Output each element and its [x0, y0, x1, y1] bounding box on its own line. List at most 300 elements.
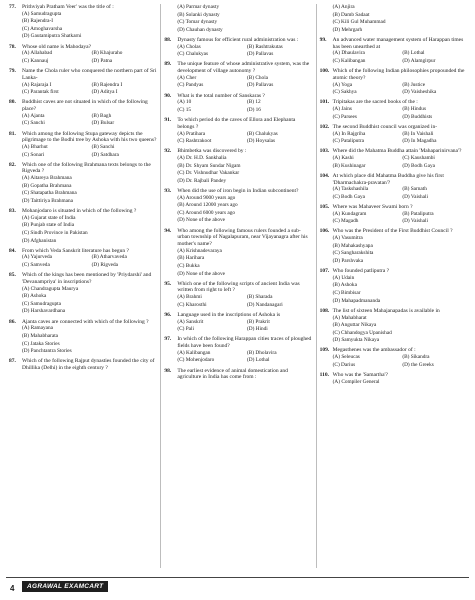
question-number: 80.: [9, 99, 16, 106]
answer-option: (B) Atharvaveda: [91, 254, 127, 261]
question: [9, 68, 157, 97]
question-text: An advanced water management system of Harappan times has been unearthed at: [332, 36, 464, 50]
answer-option: (D) 16: [246, 106, 261, 113]
question-text: Which of the kings has been mentioned by 'Priydarshi' and 'Devanampriya' in inscriptions?: [22, 272, 152, 285]
question-stem: [164, 368, 312, 381]
answer-option: (C) Samudragupta: [22, 300, 61, 307]
answer-option: (A) Kundagram: [332, 210, 367, 217]
question-text: Name the Chola ruler who conquered the northern part of Sri Lanka-: [22, 68, 157, 81]
answer-options: [9, 113, 157, 128]
answer-option: (B) Lothal: [402, 50, 425, 57]
answer-option: (C) Jataka Stories: [22, 340, 60, 347]
question-number: 79.: [9, 68, 16, 75]
answer-option: (D) Patna: [91, 57, 113, 64]
question-stem: [320, 173, 468, 186]
answer-option: (A) Cher: [177, 74, 197, 81]
question: [320, 37, 468, 66]
answer-option: (C) Parantak first: [22, 89, 59, 96]
question-number: 87.: [9, 358, 16, 365]
question: [9, 44, 157, 66]
answer-option: (D) Dr. Rajbali Pandey: [177, 177, 227, 184]
question-text: Buddhist caves are not situated in which of the following place?: [22, 99, 148, 113]
question-text: Whose old name is Mahodaya?: [22, 43, 92, 50]
answer-option: (B) Sanchi: [91, 143, 115, 150]
answer-option: (A) Dhaulavira: [332, 50, 365, 57]
question: [320, 124, 468, 146]
answer-option: (B) Sarnath: [402, 186, 427, 193]
answer-option: (C) Sindh Province in Pakistan: [22, 229, 88, 236]
answer-option: (C) Kili Gul Muhammad: [332, 19, 386, 26]
answer-option: (D) Parshvaka: [332, 257, 364, 264]
question-stem: [320, 148, 468, 155]
answer-option: (C) Kannauj: [22, 57, 49, 64]
answer-option: (D) None of the above: [177, 217, 225, 224]
answer-option: (C) Dr. Vishnudhar Vakankar: [177, 170, 240, 177]
answer-options: [164, 195, 312, 225]
answer-options: [9, 175, 157, 205]
question-number: 98.: [164, 367, 172, 374]
answer-option: (A) Aitareya Brahmana: [22, 175, 72, 182]
answer-options: [164, 44, 312, 59]
answer-option: (B) Sikandra: [402, 354, 430, 361]
question-text: The unique feature of whose administrative system, was the development of village autonomy ?: [177, 61, 310, 75]
answer-option: (B) In Vaishali: [402, 130, 434, 137]
question-number: 89.: [164, 61, 172, 68]
answer-option: (D) Vaisheshika: [402, 89, 437, 96]
question-stem: [164, 336, 312, 349]
answer-option: (A) Jains: [332, 106, 352, 113]
question: [320, 148, 468, 170]
answer-options: [320, 186, 468, 201]
answer-option: (A) Ramayana: [22, 325, 54, 332]
question: [9, 358, 157, 371]
question-number: 83.: [9, 208, 16, 215]
answer-option: (D) Nandanagari: [246, 301, 283, 308]
answer-options: [320, 235, 468, 265]
question: [320, 372, 468, 386]
question: [164, 336, 312, 365]
question: [320, 99, 468, 121]
question-number: 101.: [319, 99, 330, 106]
question-text: Tripitakas are the sacred books of the :: [332, 99, 418, 106]
question-number: 86.: [9, 318, 16, 325]
answer-options: [9, 50, 157, 65]
question: [320, 173, 468, 202]
question: [9, 131, 157, 160]
question-number: 81.: [9, 130, 16, 137]
question-text: Which among the following Stupa gateway depicts the pilgrimage to the Bodhi tree by Ashoka with his two queens?: [22, 130, 157, 144]
answer-option: (C) Sakhya: [332, 89, 357, 96]
answer-option: (D) the Greeks: [402, 361, 434, 368]
question: [164, 228, 312, 278]
answer-option: (B) Hindus: [402, 106, 427, 113]
column-3: [316, 4, 471, 568]
question: [9, 272, 157, 316]
answer-option: (B) Dholavira: [246, 349, 277, 356]
question: [164, 4, 312, 34]
question-number: 99.: [319, 36, 327, 43]
answer-options: [164, 4, 312, 34]
question-number: 104.: [319, 172, 330, 179]
question-text: To which period do the caves of Ellora and Elephanta belongs ?: [177, 117, 296, 130]
question-number: 90.: [164, 92, 172, 99]
question-text: Where was Mahaveer Swami born ?: [332, 203, 413, 210]
question-number: 94.: [164, 227, 172, 234]
question-text: Which of the following Indian philosophies propounded the atomic theory?: [332, 68, 465, 81]
question: [9, 99, 157, 128]
question: [164, 61, 312, 90]
answer-option: (B) Pataliputra: [402, 210, 434, 217]
answer-option: (D) Afghanistan: [22, 237, 57, 244]
question-stem: [164, 37, 312, 44]
answer-option: (D) Bodh Gaya: [402, 162, 435, 169]
question-stem: [9, 68, 157, 81]
question: [320, 347, 468, 369]
question-number: 93.: [164, 187, 172, 194]
answer-option: (D) Hoysalas: [246, 138, 276, 145]
question-text: Megasthenes was the ambassador of :: [332, 347, 416, 354]
answer-option: (D) Mahapadmananda: [332, 297, 381, 304]
answer-option: (B) Kushinagar: [332, 162, 366, 169]
answer-option: (C) Parsees: [332, 113, 357, 120]
question-stem: [9, 272, 157, 285]
question-stem: [9, 99, 157, 112]
answer-option: (C) Pataliputra: [332, 138, 364, 145]
answer-option: (D) Rigveda: [91, 262, 118, 269]
question-number: 84.: [9, 247, 16, 254]
answer-option: (D) Mehrgarh: [332, 26, 363, 33]
answer-option: (A) Vasumitra: [332, 235, 363, 242]
answer-option: (D) Gautamiputra Shatkarni: [22, 33, 82, 40]
question-stem: [164, 281, 312, 294]
answer-option: (A) Sanskrit: [177, 318, 204, 325]
question-number: 107.: [319, 268, 330, 275]
question: [9, 208, 157, 245]
question-text: Language used in the inscriptions of Ashoka is: [177, 311, 281, 318]
answer-option: (A) 10: [177, 99, 192, 106]
question-stem: [9, 358, 157, 371]
answer-option: (C) Chalukyas: [177, 51, 209, 58]
answer-options: [9, 325, 157, 355]
question-stem: [9, 162, 157, 175]
question: [320, 68, 468, 97]
question-text: In which of the following Harappan cities traces of ploughed fields have been found?: [177, 336, 312, 350]
answer-option: (C) Tomar dynasty: [177, 19, 218, 26]
question-number: 96.: [164, 311, 172, 318]
answer-option: (D) Vaishali: [402, 218, 428, 225]
question-stem: [164, 228, 312, 248]
answer-option: (A) Kalibangan: [177, 349, 211, 356]
answer-option: (B) Dr. Shyam Sundar Nigam: [177, 162, 241, 169]
answer-option: (D) Panchtantra Stories: [22, 348, 72, 355]
question-stem: [320, 124, 468, 131]
brand-logo: AGRAWAL EXAMCART: [22, 581, 108, 592]
answer-option: (D) Buddhists: [402, 113, 433, 120]
question-number: 77.: [9, 4, 16, 10]
answer-option: (B) Punjab state of India: [22, 222, 75, 229]
answer-option: (B) Gopatha Brahmana: [22, 182, 72, 189]
question-stem: [320, 37, 468, 50]
answer-option: (C) Sonari: [22, 151, 45, 158]
question-text: Which one of the following Brahmana texts belongs to the Rigveda ?: [22, 161, 151, 175]
answer-option: (B) Around 12000 years ago: [177, 202, 238, 209]
question-number: 109.: [319, 347, 330, 354]
page-footer: [0, 568, 475, 600]
answer-option: (D) None of the above: [177, 270, 225, 277]
answer-option: (B) Mahakashyapa: [332, 242, 373, 249]
question: [164, 368, 312, 381]
answer-options: [9, 82, 157, 97]
question-text: Bhimbetka was discovered by :: [177, 148, 247, 155]
answer-option: (C) Kaushambi: [402, 155, 435, 162]
answer-options: [164, 350, 312, 365]
question-stem: [9, 131, 157, 144]
question: [164, 93, 312, 115]
answer-option: (A) Taskshashila: [332, 186, 369, 193]
answer-options: [164, 294, 312, 309]
question: [9, 4, 157, 41]
answer-options: [320, 354, 468, 369]
answer-option: (A) Udain: [332, 274, 355, 281]
answer-option: (D) Taittiriya Brahmana: [22, 197, 74, 204]
question-stem: [320, 204, 468, 211]
question-number: 92.: [164, 148, 172, 155]
answer-option: (C) Shatapatha Brahmana: [22, 190, 77, 197]
answer-option: (D) Alamgirpur: [402, 57, 436, 64]
question-stem: [320, 372, 468, 379]
answer-option: (B) Chola: [246, 74, 269, 81]
answer-options: [320, 4, 468, 34]
answer-option: (D) Pallavas: [246, 82, 274, 89]
answer-options: [9, 254, 157, 269]
question-stem: [320, 68, 468, 81]
answer-options: [320, 155, 468, 170]
answer-option: (C) Samveda: [22, 262, 50, 269]
footer-rule: [6, 577, 469, 578]
answer-option: (A) Pratihara: [177, 130, 206, 137]
question-text: The list of sixteen Mahajanapadas is available in: [332, 307, 440, 314]
answer-option: (D) Vaishali: [402, 193, 428, 200]
question-number: 103.: [319, 148, 330, 155]
answer-option: (D) Aditya I: [91, 89, 118, 96]
question-text: Mohanjodaro is situated in which of the following ?: [22, 208, 137, 215]
question-text: The second Buddhist council was organized in-: [332, 123, 438, 130]
answer-option: (B) Solanki dynasty: [177, 11, 220, 18]
answer-option: (C) Bimbisar: [332, 290, 361, 297]
question-text: From which Veda Sanskrit literature has begun ?: [22, 247, 129, 254]
question-number: 108.: [319, 307, 330, 314]
answer-option: (A) Ajanta: [22, 112, 45, 119]
column-2: [160, 4, 315, 568]
answer-option: (D) Pallavas: [246, 51, 274, 58]
answer-option: (C) Rashtrakoot: [177, 138, 212, 145]
question: [320, 228, 468, 265]
answer-option: (B) Ashoka: [332, 282, 357, 289]
question-text: At which place did Mahatma Buddha give his first 'Dharmachakra-pravatan'?: [332, 172, 444, 186]
answer-option: (B) Chalukyas: [246, 130, 278, 137]
question: [320, 204, 468, 226]
answer-option: (B) Sharada: [246, 294, 273, 301]
answer-option: (A) Seleucas: [332, 354, 360, 361]
answer-option: (B) 12: [246, 99, 261, 106]
answer-option: (D) Harshavardhana: [22, 308, 66, 315]
answer-options: [164, 75, 312, 90]
answer-option: (B) Rajendra-I: [22, 18, 54, 25]
answer-option: (A) Allahabad: [22, 50, 53, 57]
question-stem: [9, 208, 157, 215]
question: [164, 148, 312, 185]
answer-option: (C) Magadh: [332, 218, 359, 225]
answer-option: (C) Pandyas: [177, 82, 204, 89]
answer-option: (B) Rajendra I: [91, 81, 123, 88]
answer-option: (D) Samyukta Nikaya: [332, 337, 380, 344]
answer-options: [9, 11, 157, 41]
answer-option: (C) 15: [177, 106, 192, 113]
question: [9, 319, 157, 356]
answer-option: (A) Bharhut: [22, 143, 48, 150]
question: [9, 248, 157, 270]
answer-option: (C) Bodh Gaya: [332, 193, 366, 200]
question-number: 105.: [319, 203, 330, 210]
answer-option: (A) Kashi: [332, 155, 354, 162]
answer-option: (A) In Rajgriha: [332, 130, 366, 137]
answer-option: (A) Yoga: [332, 81, 353, 88]
question: [320, 4, 468, 34]
question-text: Dynasty famous for efficient rural administration was :: [177, 36, 299, 43]
question-stem: [164, 148, 312, 155]
answer-option: (A) Samudragupta: [22, 10, 62, 17]
answer-option: (D) In Magadha: [402, 138, 437, 145]
question-number: 91.: [164, 117, 172, 124]
question-stem: [164, 61, 312, 74]
question: [164, 37, 312, 59]
question-stem: [320, 268, 468, 275]
answer-option: (D) Hindi: [246, 326, 268, 333]
question-stem: [164, 188, 312, 195]
answer-options: [9, 286, 157, 316]
answer-option: (C) Bukka: [177, 262, 200, 269]
answer-option: (C) Chhandogya Upanishad: [332, 329, 392, 336]
question-stem: [9, 4, 157, 11]
answer-option: (A) Around 9000 years ago: [177, 194, 236, 201]
answer-option: (D) Chauhan dynasty: [177, 26, 223, 33]
question-text: What is the total number of Sanskaras ?: [177, 92, 265, 99]
answer-option: (B) Bagh: [91, 112, 112, 119]
answer-options: [320, 82, 468, 97]
question: [164, 312, 312, 334]
answer-option: (A) Compiler General: [332, 378, 380, 385]
question-stem: [164, 117, 312, 130]
question: [320, 268, 468, 305]
answer-option: (A) Gujarat state of India: [22, 214, 76, 221]
question: [164, 117, 312, 146]
answer-option: (C) Amoghavarsha: [22, 25, 63, 32]
answer-options: [164, 155, 312, 185]
answer-option: (B) Anguttar Nikaya: [332, 322, 377, 329]
answer-options: [164, 319, 312, 334]
answer-option: (C) Around 6000 years ago: [177, 209, 235, 216]
question-text: The earliest evidence of animal domestication and agriculture in India has come from :: [177, 367, 288, 381]
answer-options: [164, 248, 312, 278]
question-text: Where did the Mahatma Buddha attain 'Mahaparinirvana'?: [332, 148, 462, 155]
answer-option: (A) Krishnadevaraya: [177, 247, 222, 254]
answer-option: (C) Sanchi: [22, 120, 45, 127]
answer-options: [320, 315, 468, 345]
question-number: 110.: [319, 371, 329, 378]
question-text: Who among the following famous rulers founded a sub-urban township of Nagalapuram, near Vijayanagra after his mother's name?: [177, 227, 308, 248]
answer-option: (A) Parmar dynasty: [177, 4, 220, 10]
answer-options: [320, 379, 468, 387]
answer-option: (C) Sangharakshita: [332, 250, 374, 257]
question-text: Who was the 'Samartha'?: [332, 371, 388, 378]
page-number: 4: [10, 584, 15, 593]
answer-option: (A) Brahmi: [177, 294, 202, 301]
answer-option: (C) Mohenjodaro: [177, 357, 215, 364]
answer-options: [320, 131, 468, 146]
question-number: 82.: [9, 161, 16, 168]
answer-option: (B) Ashoka: [22, 293, 47, 300]
question-number: 88.: [164, 36, 172, 43]
question: [164, 281, 312, 310]
answer-option: (C) Kalibangan: [332, 57, 366, 64]
question: [320, 308, 468, 345]
answer-option: (B) Justice: [402, 81, 426, 88]
question-text: Who founded patliputra ?: [332, 268, 390, 275]
question-number: 78.: [9, 43, 16, 50]
answer-options: [164, 131, 312, 146]
question-number: 106.: [319, 228, 330, 235]
question-number: 97.: [164, 336, 172, 343]
answer-option: (A) Rajaraja I: [22, 81, 52, 88]
question-text: Which one of the following scripts of ancient India was written from right to left ?: [177, 280, 300, 294]
question-text: Prithviyah Pratham Veer' was the title of :: [22, 4, 114, 10]
answer-options: [320, 275, 468, 305]
question-text: Who was the President of the First Buddhist Council ?: [332, 228, 453, 235]
answer-options: [9, 144, 157, 159]
question-number: 85.: [9, 272, 16, 279]
question-text: Ajanta caves are connected with which of the following ?: [22, 318, 149, 325]
question-stem: [320, 308, 468, 315]
answer-options: [320, 50, 468, 65]
answer-option: (B) Harihara: [177, 255, 205, 262]
answer-option: (D) Satdhara: [91, 151, 119, 158]
answer-option: (C) Darius: [332, 361, 356, 368]
question-stem: [164, 312, 312, 319]
answer-option: (B) Damb Sadaat: [332, 11, 370, 18]
question-number: 95.: [164, 280, 172, 287]
answer-option: (D) Bulsar: [91, 120, 115, 127]
answer-option: (B) Mahabharata: [22, 332, 59, 339]
answer-option: (C) Kharosthi: [177, 301, 207, 308]
answer-option: (A) Cholas: [177, 43, 201, 50]
column-1: [6, 4, 160, 568]
answer-options: [9, 215, 157, 245]
answer-options: [320, 106, 468, 121]
answer-option: (B) Rashtrakutas: [246, 43, 283, 50]
answer-option: (D) Lothal: [246, 357, 270, 364]
answer-option: (B) Prakrit: [246, 318, 270, 325]
question-number: 102.: [319, 123, 330, 130]
answer-options: [320, 211, 468, 226]
answer-option: (A) Dr. H.D. Sankhalia: [177, 155, 227, 162]
question-text: Which of the following Rajput dynasties founded the city of Dhillika (Delhi) in the eighth century ?: [22, 358, 155, 371]
answer-option: (A) Anjira: [332, 4, 355, 10]
question: [9, 162, 157, 206]
question: [164, 188, 312, 225]
answer-options: [164, 99, 312, 114]
answer-option: (A) Yajurveda: [22, 254, 53, 261]
answer-option: (A) Chandragupta Maurya: [22, 285, 79, 292]
